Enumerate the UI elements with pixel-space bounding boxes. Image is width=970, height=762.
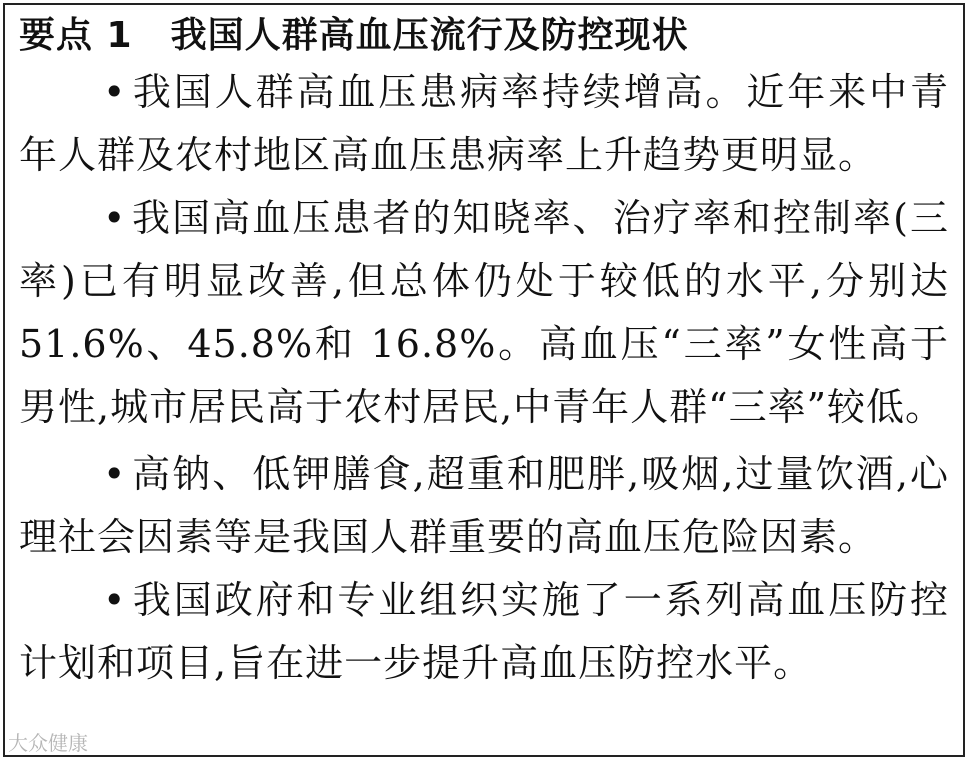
paragraph-text: 我国政府和专业组织实施了一系列高血压防控计划和项目,旨在进一步提升高血压防控水平。 bbox=[19, 578, 949, 685]
paragraph-text: 我国人群高血压患病率持续增高。近年来中青年人群及农村地区高血压患病率上升趋势更明显。 bbox=[19, 70, 949, 177]
bullet-icon: • bbox=[103, 578, 127, 622]
key-point-title: 我国人群高血压流行及防控现状 bbox=[170, 15, 689, 56]
paragraph-risk-factors bbox=[19, 443, 949, 569]
watermark-text: 大众健康 bbox=[8, 731, 88, 755]
paragraph-prevention-programs bbox=[19, 569, 949, 695]
paragraph-three-rates bbox=[19, 187, 949, 439]
bullet-icon: • bbox=[103, 70, 127, 114]
paragraph-text: 高钠、低钾膳食,超重和肥胖,吸烟,过量饮酒,心理社会因素等是我国人群重要的高血压危险因素。 bbox=[19, 452, 949, 559]
watermark-logo bbox=[8, 727, 88, 756]
key-point-heading bbox=[19, 11, 949, 61]
paragraph-text: 我国高血压患者的知晓率、治疗率和控制率(三率)已有明显改善,但总体仍处于较低的水平,分别达 51.6%、45.8%和 16.8%。高血压“三率”女性高于男性,城市居民高于农村居民,中青年人群“三率”较低。 bbox=[19, 196, 949, 429]
bullet-icon: • bbox=[103, 452, 127, 496]
paragraph-prevalence bbox=[19, 61, 949, 187]
bullet-icon: • bbox=[103, 196, 127, 240]
key-point-number: 要点 1 bbox=[19, 15, 133, 56]
key-point-box bbox=[3, 3, 965, 757]
